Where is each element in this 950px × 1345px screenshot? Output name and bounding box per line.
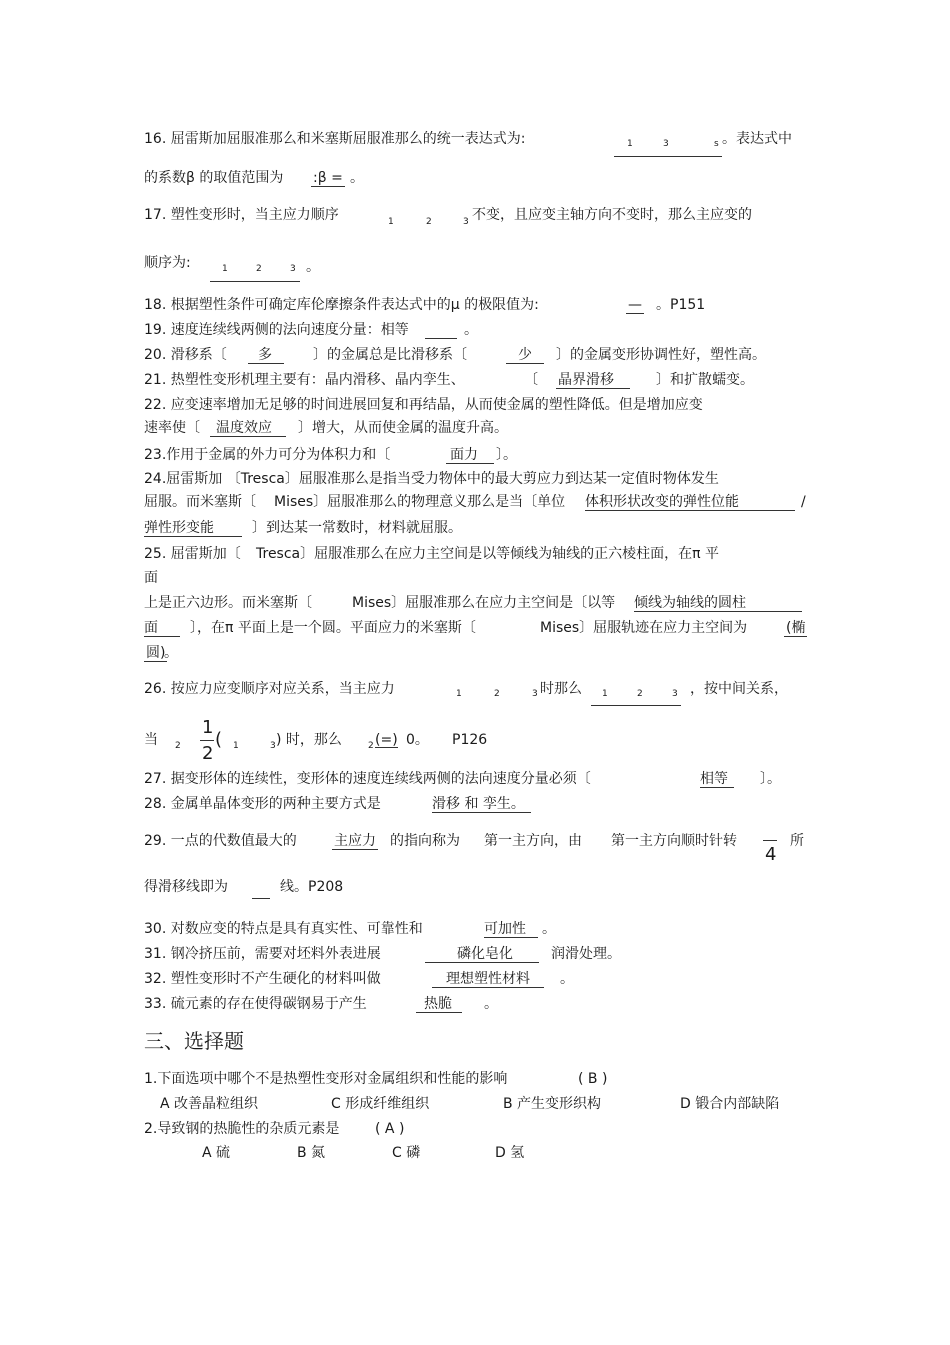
q23-b: 〕。 xyxy=(496,447,517,463)
q25-answer-1b: 面 xyxy=(144,621,180,637)
q19-end: 。 xyxy=(464,322,478,338)
q26-sub2b: 2 xyxy=(368,741,374,751)
q16-sub3: 3 xyxy=(663,139,669,149)
q21-answer: 晶界滑移 xyxy=(556,373,630,389)
q31-answer: 磷化皂化 xyxy=(425,947,539,963)
q33-answer: 热脆 xyxy=(416,997,462,1013)
q16-sub1: 1 xyxy=(627,139,633,149)
q16-answer-line xyxy=(614,156,722,157)
q32-b: 。 xyxy=(560,971,574,987)
q17-a2: 2 xyxy=(256,264,262,274)
q27-b: 〕。 xyxy=(760,771,781,787)
q17-text-c: 顺序为: xyxy=(144,255,191,271)
q24-c: Mises〕屈服准那么的物理意义那么是当〔单位 xyxy=(274,494,566,510)
q26-a: 26. 按应力应变顺序对应关系，当主应力 xyxy=(144,681,395,697)
q24-answer-1: 体积形状改变的弹性位能 xyxy=(585,495,795,511)
q31-a: 31. 钢冷挤压前，需要对坯料外表进展 xyxy=(144,946,381,962)
q26-p3: 3 xyxy=(270,741,276,751)
q16-answer: :β = xyxy=(313,170,343,186)
q20-a: 20. 滑移系〔 xyxy=(144,347,227,363)
q29-f: 得滑移线即为 xyxy=(144,879,228,895)
q16-text-b: 。表达式中 xyxy=(722,131,792,147)
q29-d: 第一主方向顺时针转 xyxy=(611,833,737,849)
q32-answer: 理想塑性材料 xyxy=(432,972,544,988)
q26-paren: ( xyxy=(215,729,223,750)
choice1-option-d: D 锻合内部缺陷 xyxy=(680,1096,780,1112)
q19-text: 19. 速度连续线两侧的法向速度分量：相等 xyxy=(144,322,409,338)
q26-b: 时那么 xyxy=(540,681,582,697)
q20-answer-2: 少 xyxy=(506,348,544,364)
q26-f: 0。 xyxy=(406,732,429,748)
q26-s1: 1 xyxy=(456,689,462,699)
q23-answer: 面力 xyxy=(446,448,494,464)
q25-b: 面 xyxy=(144,570,158,586)
q26-e: ) 时，那么 xyxy=(276,732,342,748)
choice2-option-b: B 氮 xyxy=(297,1145,326,1161)
q26-d: 当 xyxy=(144,732,158,748)
q17-end: 。 xyxy=(306,259,320,275)
q27-answer: 相等 xyxy=(700,772,734,788)
q26-s2: 2 xyxy=(494,689,500,699)
q22-answer: 温度效应 xyxy=(210,421,286,437)
q26-frac-num: 1 xyxy=(202,717,214,738)
q25-mises2: Mises〕屈服轨迹在应力主空间为 xyxy=(540,620,748,636)
q25-answer-2a: (椭 xyxy=(786,620,806,636)
q25-mises: Mises〕屈服准那么在应力主空间是〔以等 xyxy=(352,595,616,611)
q26-p1: 1 xyxy=(233,741,239,751)
q30-a: 30. 对数应变的特点是具有真实性、可靠性和 xyxy=(144,921,423,937)
choice2-option-a: A 硫 xyxy=(202,1145,231,1161)
q26-e1: 1 xyxy=(602,689,608,699)
q18-end: 。P151 xyxy=(656,297,706,313)
q25-a: 25. 屈雷斯加〔 xyxy=(144,546,241,562)
q26-answer: (=) xyxy=(375,732,398,748)
q24-d: 〕到达某一常数时，材料就屈服。 xyxy=(252,520,462,536)
choice2-option-d: D 氢 xyxy=(495,1145,525,1161)
q16-text-c: 的系数β 的取值范围为 xyxy=(144,170,284,186)
q29-answer: 主应力 xyxy=(334,833,376,849)
q18-answer: — xyxy=(628,297,642,313)
q17-a1: 1 xyxy=(222,264,228,274)
choice2-question: 2.导致钢的热脆性的杂质元素是 xyxy=(144,1121,340,1137)
q29-c: 第一主方向，由 xyxy=(484,833,582,849)
q22-c: 〕增大，从而使金属的温度升高。 xyxy=(298,420,508,436)
q26-e2: 2 xyxy=(637,689,643,699)
q29-frac-den: 4 xyxy=(765,844,777,865)
choice2-option-c: C 磷 xyxy=(392,1145,421,1161)
q27-a: 27. 据变形体的连续性，变形体的速度连续线两侧的法向速度分量必须〔 xyxy=(144,771,591,787)
q29-answer-line xyxy=(252,898,270,899)
q24-a: 24.屈雷斯加 〔Tresca〕屈服准那么是指当受力物体中的最大剪应力到达某一定值时物体发生 xyxy=(144,471,719,487)
q25-answer-1: 倾线为轴线的圆柱 xyxy=(634,596,802,612)
q33-b: 。 xyxy=(484,996,498,1012)
q22-a: 22. 应变速率增加无足够的时间进展回复和再结晶，从而使金属的塑性降低。但是增加应变 xyxy=(144,397,703,413)
q17-s3: 3 xyxy=(463,217,469,227)
q19-answer-line xyxy=(425,338,457,339)
q26-frac-den: 2 xyxy=(202,743,214,764)
q17-s1: 1 xyxy=(388,217,394,227)
choice1-question: 1.下面选项中哪个不是热塑性变形对金属组织和性能的影响 xyxy=(144,1071,508,1087)
q28-a: 28. 金属单晶体变形的两种主要方式是 xyxy=(144,796,381,812)
q20-answer-1: 多 xyxy=(248,348,284,364)
q21-c: 〕和扩散蠕变。 xyxy=(656,372,754,388)
q29-a: 29. 一点的代数值最大的 xyxy=(144,833,297,849)
q22-b: 速率使〔 xyxy=(144,420,200,436)
q26-c: ，按中间关系， xyxy=(690,681,788,697)
q17-s2: 2 xyxy=(426,217,432,227)
q25-d: 〕，在π 平面上是一个圆。平面应力的米塞斯〔 xyxy=(190,620,476,636)
q29-b: 的指向称为 xyxy=(390,833,460,849)
q17-a3: 3 xyxy=(290,264,296,274)
q31-b: 润滑处理。 xyxy=(551,946,621,962)
q26-s3: 3 xyxy=(532,689,538,699)
q20-c: 〕的金属变形协调性好，塑性高。 xyxy=(556,347,766,363)
q17-answer-line xyxy=(210,281,300,282)
q30-answer: 可加性 xyxy=(484,922,538,938)
q20-b: 〕的金属总是比滑移系〔 xyxy=(313,347,467,363)
choice1-option-a: A 改善晶粒组织 xyxy=(160,1096,259,1112)
q21-b: 〔 xyxy=(524,372,538,388)
section-heading: 三、选择题 xyxy=(144,1029,244,1053)
q25-tresca: Tresca〕屈服准那么在应力主空间是以等倾线为轴线的正六棱柱面，在π 平 xyxy=(256,546,720,562)
choice1-option-c: C 形成纤维组织 xyxy=(331,1096,430,1112)
q16-end: 。 xyxy=(350,170,364,186)
q17-text-b: 不变，且应变主轴方向不变时，那么主应变的 xyxy=(472,207,752,223)
q26-sub2: 2 xyxy=(175,741,181,751)
q16-text: 16. 屈雷斯加屈服准那么和米塞斯屈服准那么的统一表达式为: xyxy=(144,131,526,147)
q23-a: 23.作用于金属的外力可分为体积力和〔 xyxy=(144,447,391,463)
q33-a: 33. 硫元素的存在使得碳钢易于产生 xyxy=(144,996,367,1012)
q17-text: 17. 塑性变形时，当主应力顺序 xyxy=(144,207,339,223)
q29-frac-bar xyxy=(763,840,777,841)
q32-a: 32. 塑性变形时不产生硬化的材料叫做 xyxy=(144,971,381,987)
q26-answer-line xyxy=(591,705,681,706)
q28-answer: 滑移 和 孪生。 xyxy=(432,797,531,813)
q24-answer-2: 弹性形变能 xyxy=(144,521,242,537)
q26-e3: 3 xyxy=(672,689,678,699)
q29-g: 线。P208 xyxy=(280,879,344,895)
q26-frac-bar xyxy=(200,740,214,741)
q25-c: 上是正六边形。而米塞斯〔 xyxy=(144,595,312,611)
q30-b: 。 xyxy=(542,921,556,937)
q25-end: 。 xyxy=(164,645,178,661)
q29-e: 所 xyxy=(790,833,804,849)
q16-subs: s xyxy=(714,139,719,149)
q24-slash: / xyxy=(801,494,806,510)
q25-answer-2b: 圆) xyxy=(146,645,166,661)
q18-text: 18. 根据塑性条件可确定库伦摩擦条件表达式中的μ 的极限值为: xyxy=(144,297,539,313)
choice1-option-b: B 产生变形织构 xyxy=(503,1096,602,1112)
choice2-answer: ( A ) xyxy=(375,1121,405,1137)
q24-b: 屈服。而米塞斯〔 xyxy=(144,494,256,510)
q26-page: P126 xyxy=(452,732,488,748)
q21-a: 21. 热塑性变形机理主要有：晶内滑移、晶内孪生、 xyxy=(144,372,465,388)
choice1-answer: ( B ) xyxy=(578,1071,608,1087)
